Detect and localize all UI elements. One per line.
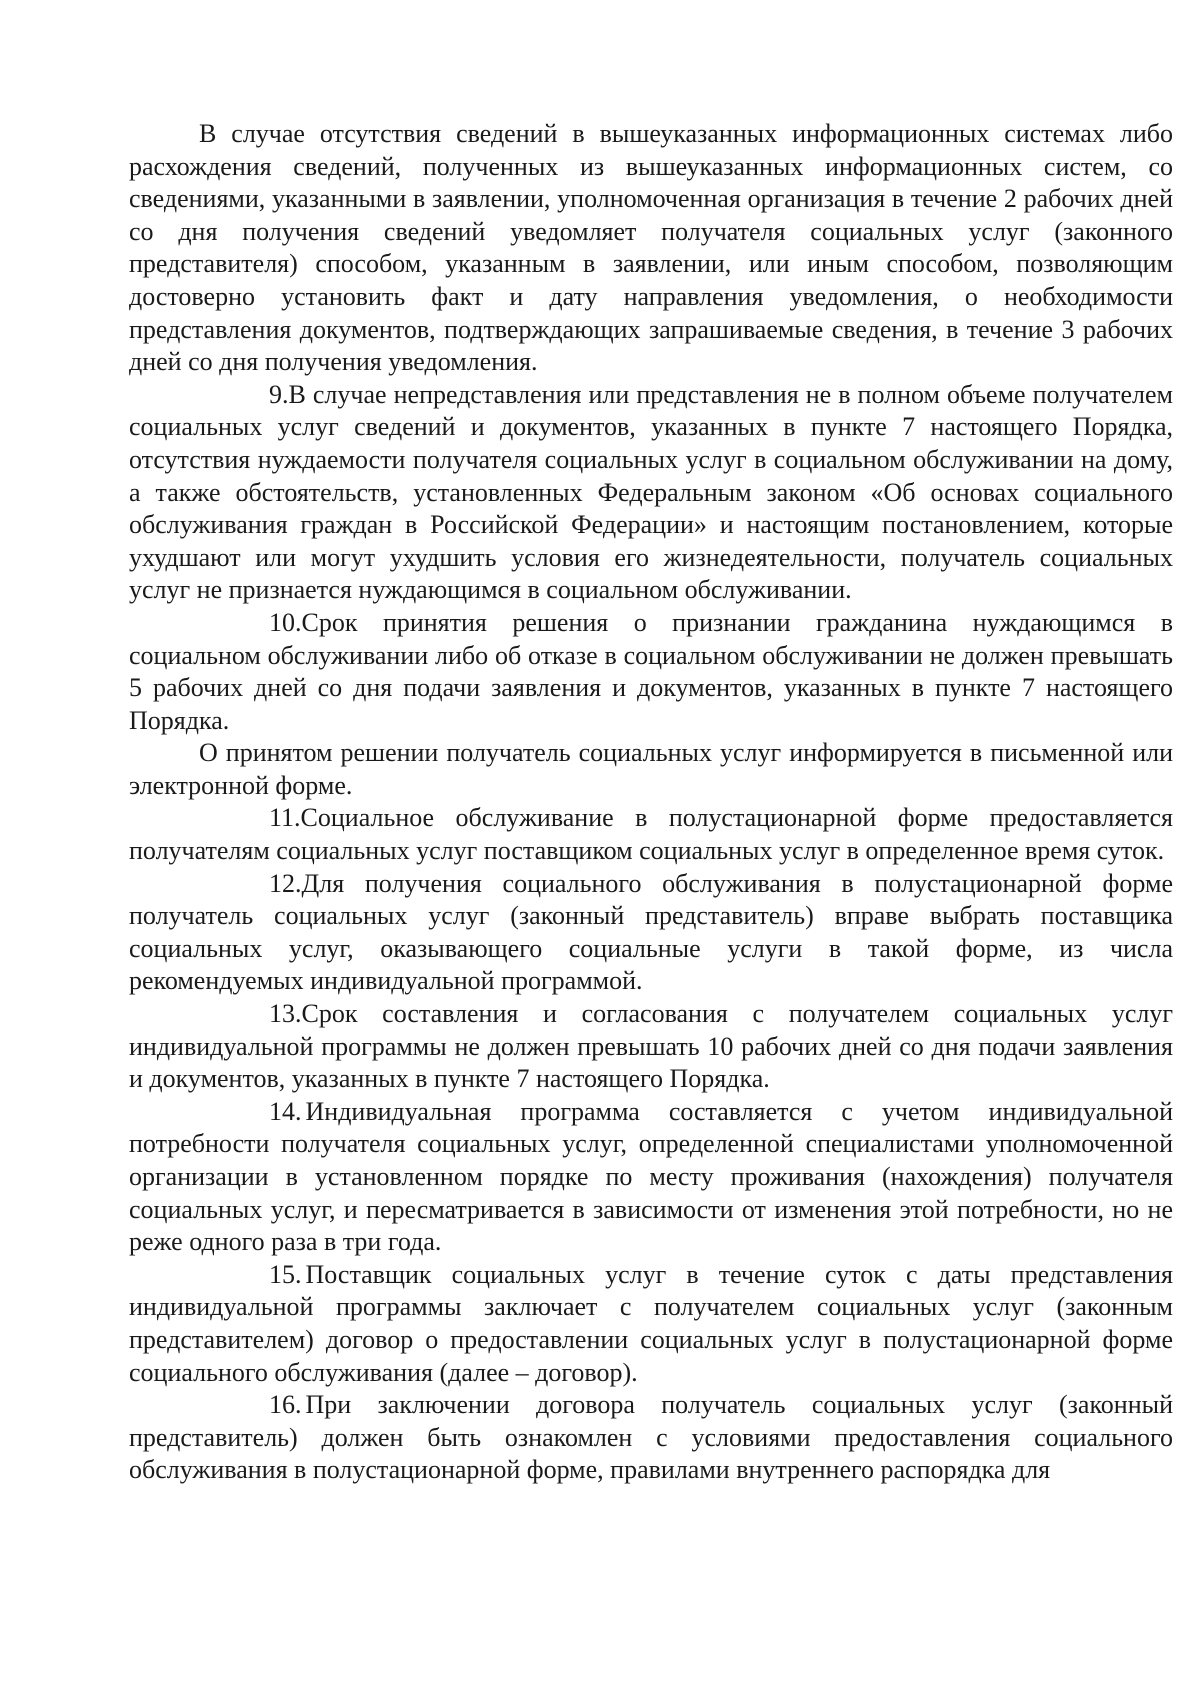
paragraph-text: В случае отсутствия сведений в вышеуказанных информационных системах либо расхождения сведений, полученных из вышеуказанных информационных систем, со сведениями, указанными в заявлении, уполномоченная организация в течение 2 рабочих дней со дня получения сведений уведомляет получателя социальных услуг (законного представителя) способом, указанным в заявлении, или иным способом, позволяющим достоверно установить факт и дату направления уведомления, о необходимости представления документов, подтверждающих запрашиваемые сведения, в течение 3 рабочих дней со дня получения уведомления. [129,119,1173,377]
paragraph-number: 15. [269,1259,302,1289]
paragraph-number: 13. [269,999,302,1029]
paragraph-text: Социальное обслуживание в полустационарной форме предоставляется получателям социальных услуг поставщиком социальных услуг в определенное время суток. [129,803,1173,866]
paragraph-text: Срок составления и согласования с получателем социальных услуг индивидуальной программы не должен превышать 10 рабочих дней со дня подачи заявления и документов, указанных в пункте 7 настоящего Порядка. [129,999,1173,1094]
paragraph-13 [129,998,1173,1096]
paragraph-number: 11. [269,803,301,833]
paragraph-14 [129,1096,1173,1259]
paragraph-text: Срок принятия решения о признании гражданина нуждающимся в социальном обслуживании либо об отказе в социальном обслуживании не должен превышать 5 рабочих дней со дня подачи заявления и документов, указанных в пункте 7 настоящего Порядка. [129,607,1173,735]
paragraph-decision-notice [129,737,1173,802]
paragraph-text: О принятом решении получатель социальных услуг информируется в письменной или электронной форме. [129,738,1173,800]
paragraph-number: 10. [269,607,302,637]
paragraph-text: В случае непредставления или представления не в полном объеме получателем социальных услуг сведений и документов, указанных в пункте 7 настоящего Порядка, отсутствия нуждаемости получателя социальных услуг в социальном обслуживании на дому, а также обстоятельств, установленных Федеральным законом «Об основах социального обслуживания граждан в Российской Федерации» и настоящим постановлением, которые ухудшают или могут ухудшить условия его жизнедеятельности, получатель социальных услуг не признается нуждающимся в социальном обслуживании. [129,379,1173,605]
paragraph-number: 12. [269,868,302,898]
paragraph-16 [129,1389,1173,1487]
paragraph-15 [129,1259,1173,1389]
paragraph-number: 9. [269,379,289,409]
paragraph-number: 14. [269,1096,302,1126]
paragraph-text: Индивидуальная программа составляется с учетом индивидуальной потребности получателя социальных услуг, определенной специалистами уполномоченной организации в установленном порядке по месту проживания (нахождения) получателя социальных услуг, и пересматривается в зависимости от изменения этой потребности, но не реже одного раза в три года. [129,1096,1173,1257]
paragraph-10 [129,607,1173,737]
paragraph-info-systems [129,118,1173,379]
paragraph-text: Для получения социального обслуживания в полустационарной форме получатель социальных услуг (законный представитель) вправе выбрать поставщика социальных услуг, оказывающего социальные услуги в такой форме, из числа рекомендуемых индивидуальной программой. [129,868,1173,996]
paragraph-9 [129,379,1173,607]
paragraph-text: Поставщик социальных услуг в течение суток с даты представления индивидуальной программы заключает с получателем социальных услуг (законным представителем) договор о предоставлении социальных услуг в полустационарной форме социального обслуживания (далее – договор). [129,1259,1173,1387]
paragraph-text: При заключении договора получатель социальных услуг (законный представитель) должен быть ознакомлен с условиями предоставления социального обслуживания в полустационарной форме, правилами внутреннего распорядка для [129,1390,1173,1485]
paragraph-number: 16. [269,1390,302,1420]
document-body [129,118,1173,1487]
paragraph-11 [129,802,1173,867]
paragraph-12 [129,868,1173,998]
